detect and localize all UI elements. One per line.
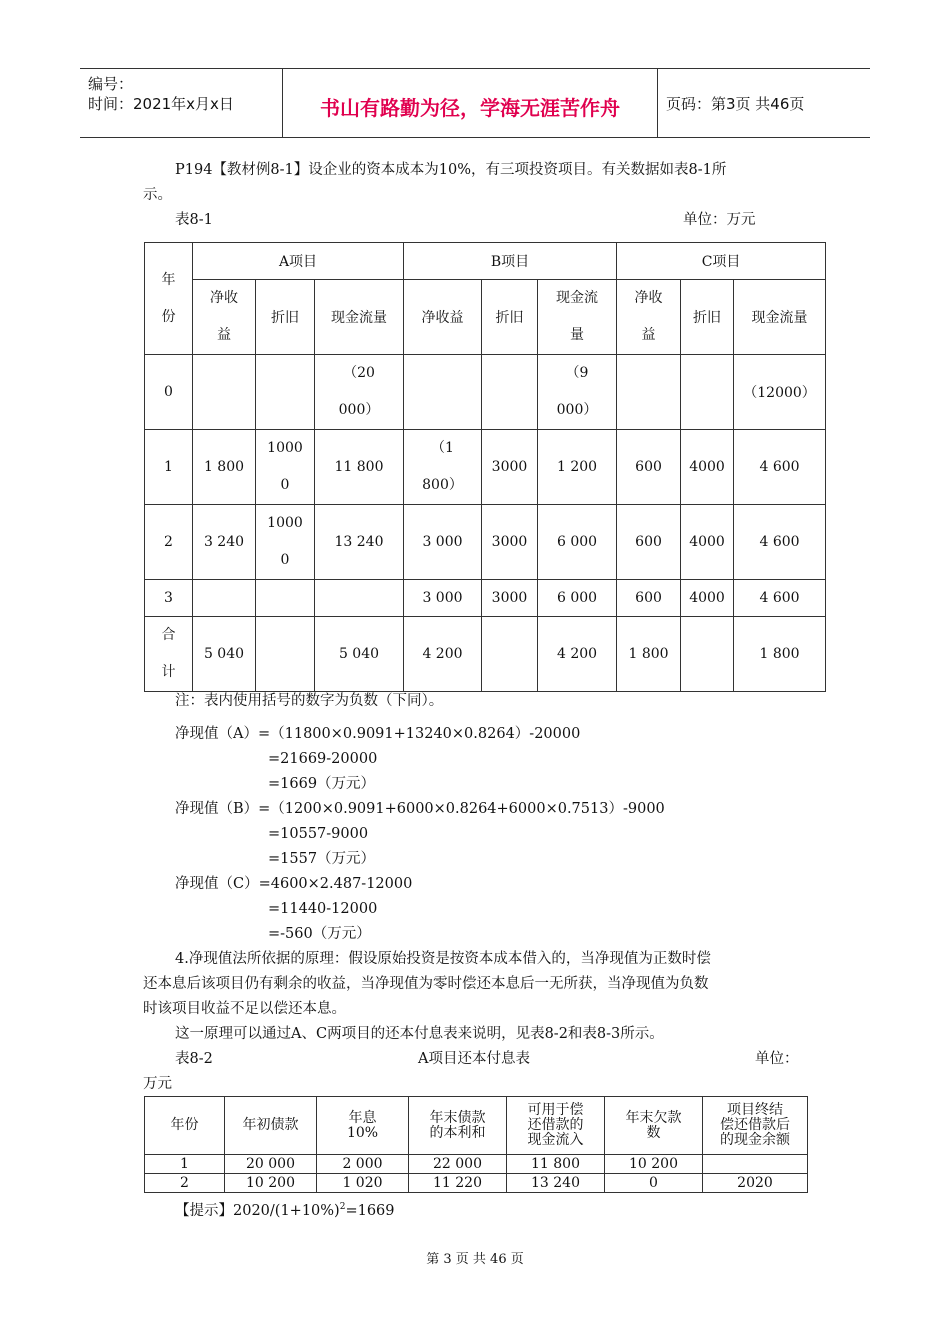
hint: 【提示】$2020/(1+10\%)^2=1669$	[175, 1202, 395, 1219]
table-note: 注：表内使用括号的数字为负数（下同）。	[175, 693, 444, 709]
intro-line-2: 示。	[143, 187, 172, 203]
intro-line-1: P194【教材例8-1】设企业的资本成本为10%，有三项投资项目。有关数据如表8-1所	[175, 162, 727, 178]
table-row: 3 3 000 3000 6 000 600 4000 4 600	[145, 580, 826, 617]
page-info: 页码：第3页 共46页	[666, 94, 805, 113]
table1-unit: 单位：万元	[683, 212, 756, 228]
table-row: 1 1 800 1000 0 11 800 （1 800） 3000 1 200 600 4000 4 600	[145, 430, 826, 505]
table-row: 2 10 200 1 020 11 220 13 240 0 2020	[145, 1174, 808, 1193]
table1-caption: 表8-1	[175, 212, 213, 228]
table2-caption: 表8-2	[175, 1051, 213, 1067]
b-cf-header: 现金流 量	[538, 280, 617, 355]
principle-line-1: 4.净现值法所依据的原理：假设原始投资是按资本成本借入的，当净现值为正数时偿	[175, 951, 711, 967]
col-interest: 年息 10%	[317, 1097, 409, 1155]
page-header	[80, 68, 870, 138]
group-c-header: C项目	[617, 243, 826, 280]
table-row: 0 （20 000） （9 000） （12000）	[145, 355, 826, 430]
table2-header-row	[145, 1097, 808, 1155]
col-year: 年份	[145, 1097, 225, 1155]
npv-c-result: =-560（万元）	[268, 926, 371, 942]
table-row: 1 20 000 2 000 22 000 11 800 10 200	[145, 1155, 808, 1174]
npv-b: 净现值（B）=（1200×0.9091+6000×0.8264+6000×0.7513）-9000	[175, 801, 665, 817]
c-net-header: 净收 益	[617, 280, 681, 355]
npv-c-step: =11440-12000	[268, 901, 378, 917]
a-net-header: 净收 益	[193, 280, 256, 355]
npv-a-step: =21669-20000	[268, 751, 378, 767]
header-meta	[80, 69, 283, 137]
npv-c: 净现值（C）=4600×2.487-12000	[175, 876, 413, 892]
npv-b-result: =1557（万元）	[268, 851, 376, 867]
npv-a-result: =1669（万元）	[268, 776, 376, 792]
page-footer: 第 3 页 共 46 页	[426, 1252, 524, 1267]
col-owe: 年末欠款 数	[605, 1097, 703, 1155]
col-avail: 可用于偿 还借款的 现金流入	[507, 1097, 605, 1155]
table-row: 2 3 240 1000 0 13 240 3 000 3000 6 000 600 4000 4 600	[145, 505, 826, 580]
a-dep-header: 折旧	[256, 280, 315, 355]
principle-line-3: 时该项目收益不足以偿还本息。	[143, 1001, 346, 1017]
group-a-header: A项目	[193, 243, 404, 280]
col-end: 年末债款 的本利和	[409, 1097, 507, 1155]
table2-unit: 单位：	[755, 1051, 799, 1067]
motto: 书山有路勤为径，学海无涯苦作舟	[320, 95, 620, 120]
principle-line-2: 还本息后该项目仍有剩余的收益，当净现值为零时偿还本息后一无所获，当净现值为负数	[143, 976, 709, 992]
c-dep-header: 折旧	[681, 280, 734, 355]
npv-a: 净现值（A）=（11800×0.9091+13240×0.8264）-20000	[175, 726, 581, 742]
table-8-1	[144, 242, 826, 692]
npv-b-step: =10557-9000	[268, 826, 369, 842]
table-total-row: 合 计 5 040 5 040 4 200 4 200 1 800 1 800	[145, 617, 826, 692]
col-remaining: 项目终结 偿还借款后 的现金余额	[703, 1097, 808, 1155]
b-net-header: 净收益	[404, 280, 482, 355]
table-8-2	[144, 1096, 808, 1193]
a-cf-header: 现金流量	[315, 280, 404, 355]
explain-line: 这一原理可以通过A、C两项目的还本付息表来说明，见表8-2和表8-3所示。	[175, 1026, 664, 1042]
col-open: 年初债款	[225, 1097, 317, 1155]
group-b-header: B项目	[404, 243, 617, 280]
code-label: 编号：	[88, 75, 134, 93]
c-cf-header: 现金流量	[734, 280, 826, 355]
header-motto-cell	[283, 69, 658, 137]
time-label: 时间：2021年x月x日	[88, 95, 234, 113]
year-header: 年 份	[145, 243, 193, 355]
table2-unit-cont: 万元	[143, 1076, 172, 1092]
b-dep-header: 折旧	[482, 280, 538, 355]
table2-title: A项目还本付息表	[418, 1051, 530, 1067]
